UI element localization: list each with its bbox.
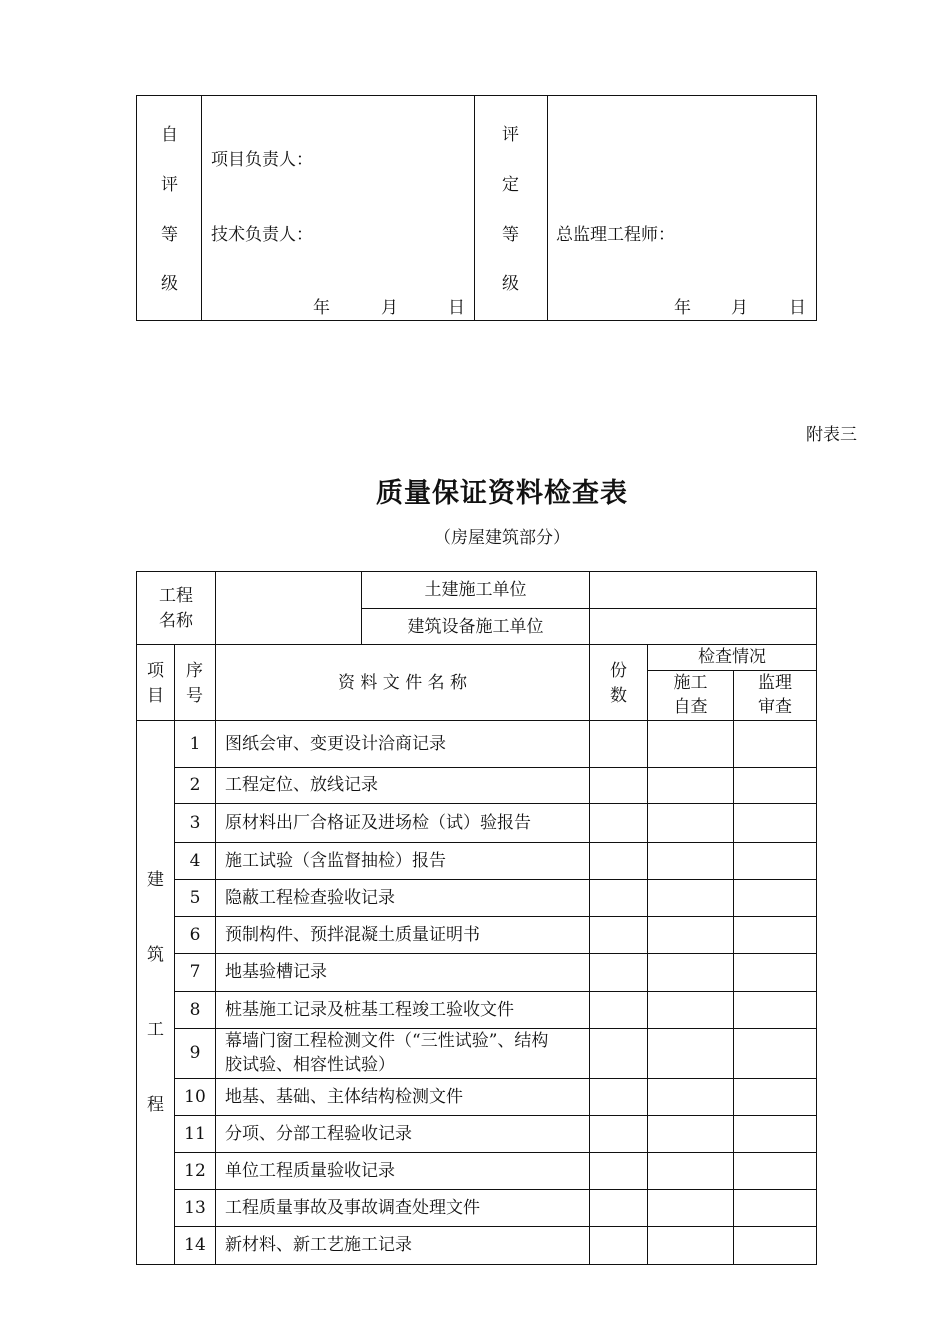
- row-number: 5: [189, 888, 201, 908]
- row-document-name: 分项、分部工程验收记录: [225, 1124, 412, 1144]
- row-document-name: 地基、基础、主体结构检测文件: [225, 1087, 463, 1107]
- appendix-label: 附表三: [806, 425, 857, 445]
- row-document-name: 胶试验、相容性试验）: [225, 1055, 395, 1075]
- assess-char: 评: [502, 125, 519, 145]
- page-title: 质量保证资料检查表: [376, 478, 628, 509]
- col-check-header: 检查情况: [698, 647, 766, 667]
- row-document-name: 施工试验（含监督抽检）报告: [225, 851, 446, 871]
- tech-leader-label: 技术负责人：: [211, 225, 313, 245]
- row-document-name: 新材料、新工艺施工记录: [225, 1235, 412, 1255]
- row-number: 12: [184, 1161, 206, 1181]
- category-char: 程: [147, 1095, 164, 1115]
- row-document-name: 单位工程质量验收记录: [225, 1161, 395, 1181]
- project-name-label: 名称: [159, 611, 193, 631]
- col-review-header: 审查: [758, 697, 792, 717]
- row-document-name: 图纸会审、变更设计洽商记录: [225, 734, 446, 754]
- category-char: 建: [147, 870, 164, 890]
- self-eval-char: 评: [161, 175, 178, 195]
- row-document-name: 工程质量事故及事故调查处理文件: [225, 1198, 480, 1218]
- col-doc-name-header: 资 料 文 件 名 称: [337, 673, 468, 693]
- col-copies-header: 份: [610, 661, 627, 681]
- row-document-name: 桩基施工记录及桩基工程竣工验收文件: [225, 1000, 514, 1020]
- date-month-label: 月: [731, 298, 748, 318]
- self-eval-char: 等: [161, 225, 178, 245]
- col-copies-header: 数: [610, 686, 627, 706]
- project-name-label: 工程: [159, 586, 193, 606]
- equipment-unit-label: 建筑设备施工单位: [407, 617, 544, 637]
- row-document-name: 幕墙门窗工程检测文件（“三性试验”、结构: [225, 1031, 549, 1051]
- row-number: 3: [189, 813, 201, 833]
- assess-char: 级: [502, 274, 519, 294]
- row-number: 11: [184, 1124, 206, 1144]
- col-item-header: 目: [147, 686, 164, 706]
- date-year-label: 年: [313, 298, 330, 318]
- assess-char: 等: [502, 225, 519, 245]
- row-number: 14: [184, 1235, 206, 1255]
- chief-supervisor-label: 总监理工程师：: [556, 225, 675, 245]
- date-month-label: 月: [381, 298, 398, 318]
- row-number: 6: [189, 925, 201, 945]
- row-document-name: 工程定位、放线记录: [225, 775, 378, 795]
- row-number: 1: [189, 734, 201, 754]
- category-char: 筑: [147, 945, 164, 965]
- col-seq-header: 序: [186, 661, 203, 681]
- row-document-name: 地基验槽记录: [225, 962, 327, 982]
- col-self-check-header: 施工: [673, 673, 708, 693]
- assess-char: 定: [502, 175, 519, 195]
- col-seq-header: 号: [186, 686, 203, 706]
- row-document-name: 原材料出厂合格证及进场检（试）验报告: [225, 813, 531, 833]
- category-char: 工: [147, 1020, 164, 1040]
- col-item-header: 项: [147, 661, 164, 681]
- self-eval-char: 级: [161, 274, 178, 294]
- page-subtitle: （房屋建筑部分）: [434, 528, 570, 548]
- col-self-check-header: 自查: [673, 697, 708, 717]
- date-day-label: 日: [789, 298, 806, 318]
- row-number: 8: [189, 1000, 201, 1020]
- row-number: 13: [184, 1198, 206, 1218]
- row-number: 4: [189, 851, 201, 871]
- row-number: 10: [184, 1087, 206, 1107]
- row-document-name: 隐蔽工程检查验收记录: [225, 888, 395, 908]
- project-leader-label: 项目负责人：: [211, 150, 313, 170]
- row-document-name: 预制构件、预拌混凝土质量证明书: [225, 925, 480, 945]
- civil-unit-label: 土建施工单位: [424, 580, 527, 600]
- date-day-label: 日: [448, 298, 465, 318]
- row-number: 9: [189, 1043, 201, 1063]
- date-year-label: 年: [674, 298, 691, 318]
- self-eval-char: 自: [161, 125, 178, 145]
- col-review-header: 监理: [758, 673, 792, 693]
- row-number: 2: [189, 775, 201, 795]
- row-number: 7: [189, 962, 201, 982]
